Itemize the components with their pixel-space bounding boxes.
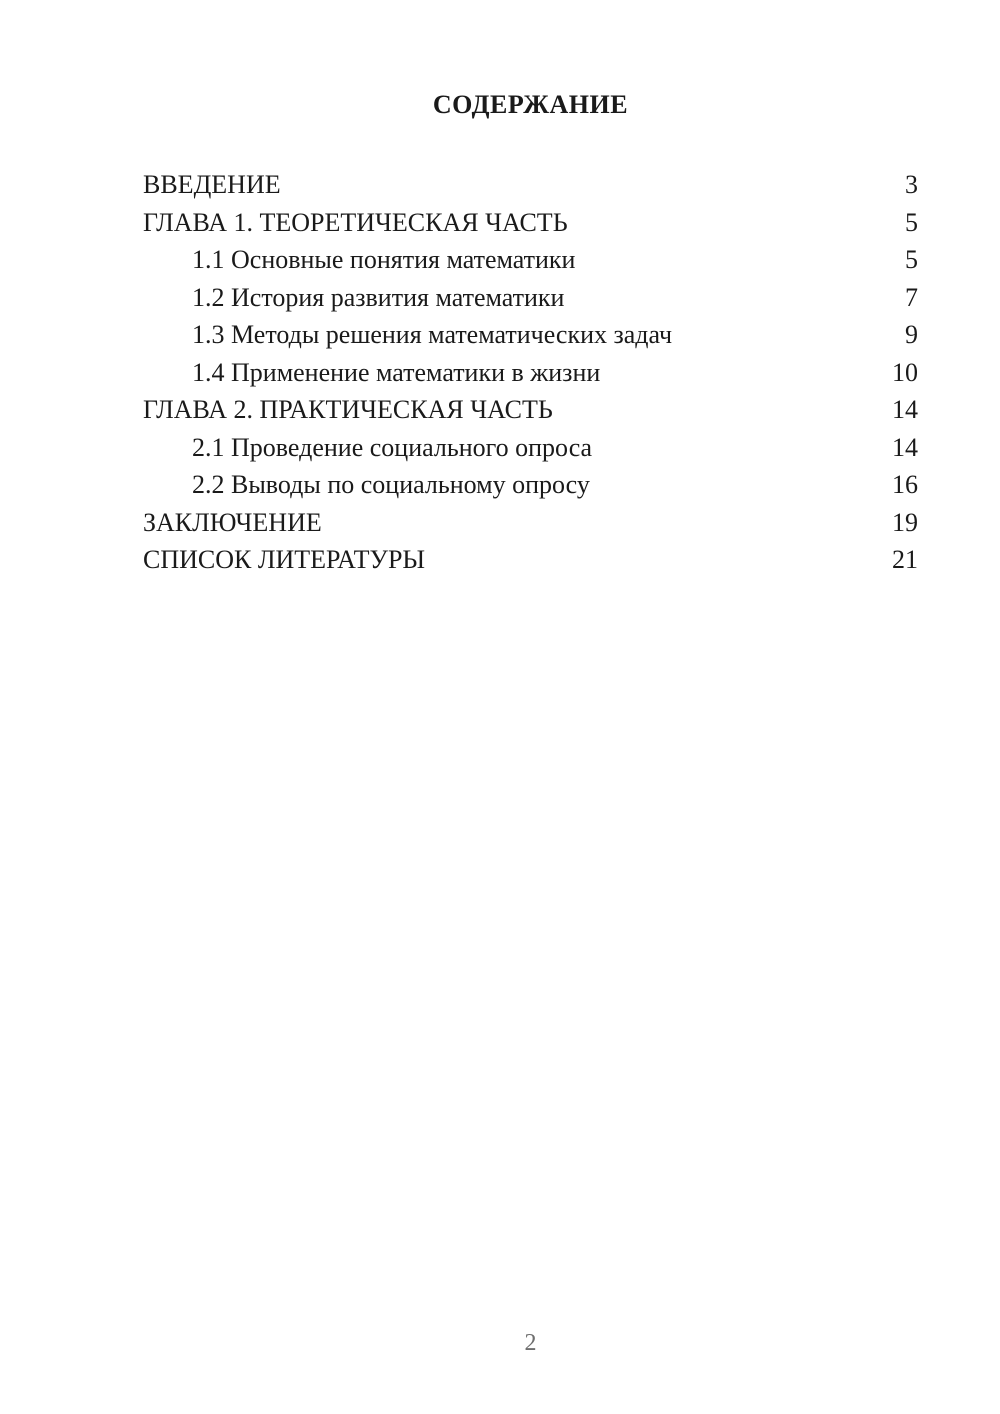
toc-entry (143, 354, 918, 392)
toc-entry-label: 1.3 Методы решения математических задач (192, 320, 673, 349)
toc-entry (143, 466, 918, 504)
toc-entry-label: ЗАКЛЮЧЕНИЕ (143, 507, 322, 537)
toc-entry-page: 5 (905, 245, 918, 274)
toc-entry (143, 166, 918, 204)
toc-entry-page: 21 (892, 545, 918, 574)
toc-entry (143, 241, 918, 279)
toc-entry-page: 14 (892, 395, 918, 424)
toc-entry (143, 204, 918, 242)
page-title: СОДЕРЖАНИЕ (432, 90, 629, 119)
toc-entry (143, 279, 918, 317)
toc-entry-label: ГЛАВА 1. ТЕОРЕТИЧЕСКАЯ ЧАСТЬ (143, 207, 568, 237)
toc-entry-page: 16 (892, 470, 918, 499)
toc-entry (143, 391, 918, 429)
toc-entry-page: 9 (905, 320, 918, 349)
toc-entry (143, 316, 918, 354)
toc-entry-page: 7 (905, 282, 918, 312)
toc-entry-label: СПИСОК ЛИТЕРАТУРЫ (143, 545, 426, 574)
toc-entry-page: 5 (905, 207, 918, 237)
toc-entry (143, 541, 918, 579)
toc-entry-label: ГЛАВА 2. ПРАКТИЧЕСКАЯ ЧАСТЬ (143, 395, 553, 424)
toc-entry-label: 1.1 Основные понятия математики (192, 245, 576, 274)
toc-list (143, 166, 918, 579)
toc-entry-page: 14 (892, 432, 918, 462)
toc-entry-label: 1.4 Применение математики в жизни (192, 357, 601, 387)
toc-entry-label: 2.2 Выводы по социальному опросу (192, 470, 590, 499)
toc-entry (143, 504, 918, 542)
toc-entry-page: 19 (892, 507, 918, 537)
toc-entry-label: ВВЕДЕНИЕ (143, 170, 281, 199)
toc-entry-page: 10 (892, 357, 918, 387)
footer-page-number: 2 (524, 1330, 537, 1356)
toc-entry-page: 3 (905, 170, 918, 199)
toc-entry-label: 1.2 История развития математики (192, 282, 565, 312)
toc-entry (143, 429, 918, 467)
toc-entry-label: 2.1 Проведение социального опроса (192, 432, 593, 462)
